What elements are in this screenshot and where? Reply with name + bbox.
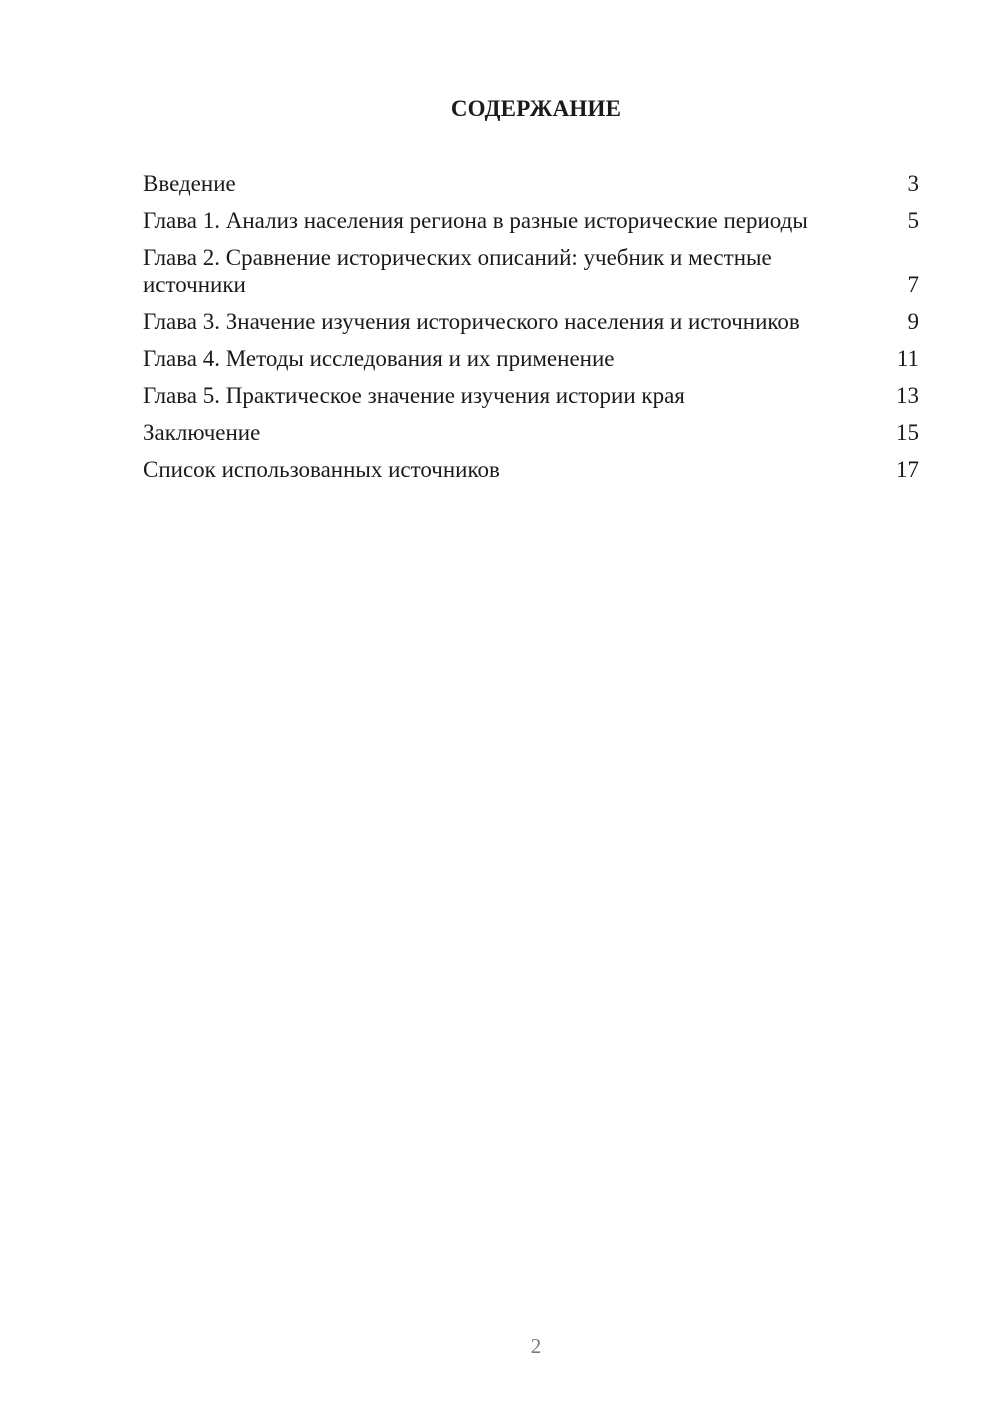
toc-entry-label: Глава 4. Методы исследования и их применение: [143, 346, 615, 371]
toc-entry-label: Список использованных источников: [143, 457, 500, 482]
toc-entry-page: 5: [907, 208, 919, 233]
toc-entry-label: Глава 2. Сравнение исторических описаний: учебник и местные источники: [143, 245, 772, 297]
toc-entry-chapter-1: [143, 207, 919, 234]
toc-entry-label: Глава 5. Практическое значение изучения истории края: [143, 383, 685, 408]
toc-entry-page: 17: [896, 457, 919, 482]
toc-entry-page: 11: [896, 346, 919, 371]
toc-entry-conclusion: [143, 419, 919, 446]
toc-entry-page: 15: [896, 420, 919, 445]
toc-entry-references: [143, 456, 919, 483]
toc-entry-chapter-4: [143, 345, 919, 372]
toc-entry-label: Глава 1. Анализ населения региона в разные исторические периоды: [143, 208, 808, 233]
toc-entry-label: Глава 3. Значение изучения исторического населения и источников: [143, 309, 800, 334]
toc-entry-page: 3: [907, 171, 919, 196]
toc-entry-page: 9: [907, 309, 919, 334]
toc-entry-page: 13: [896, 383, 919, 408]
toc-entry-label: Введение: [143, 171, 236, 196]
toc-entry-chapter-2: [143, 244, 919, 298]
page-number: 2: [530, 1334, 542, 1358]
toc-entry-chapter-5: [143, 382, 919, 409]
toc-entry-chapter-3: [143, 308, 919, 335]
toc-entry-label: Заключение: [143, 420, 261, 445]
table-of-contents: [143, 170, 919, 493]
toc-title: СОДЕРЖАНИЕ: [450, 96, 622, 121]
toc-entry-introduction: [143, 170, 919, 197]
toc-entry-page: 7: [907, 272, 919, 297]
